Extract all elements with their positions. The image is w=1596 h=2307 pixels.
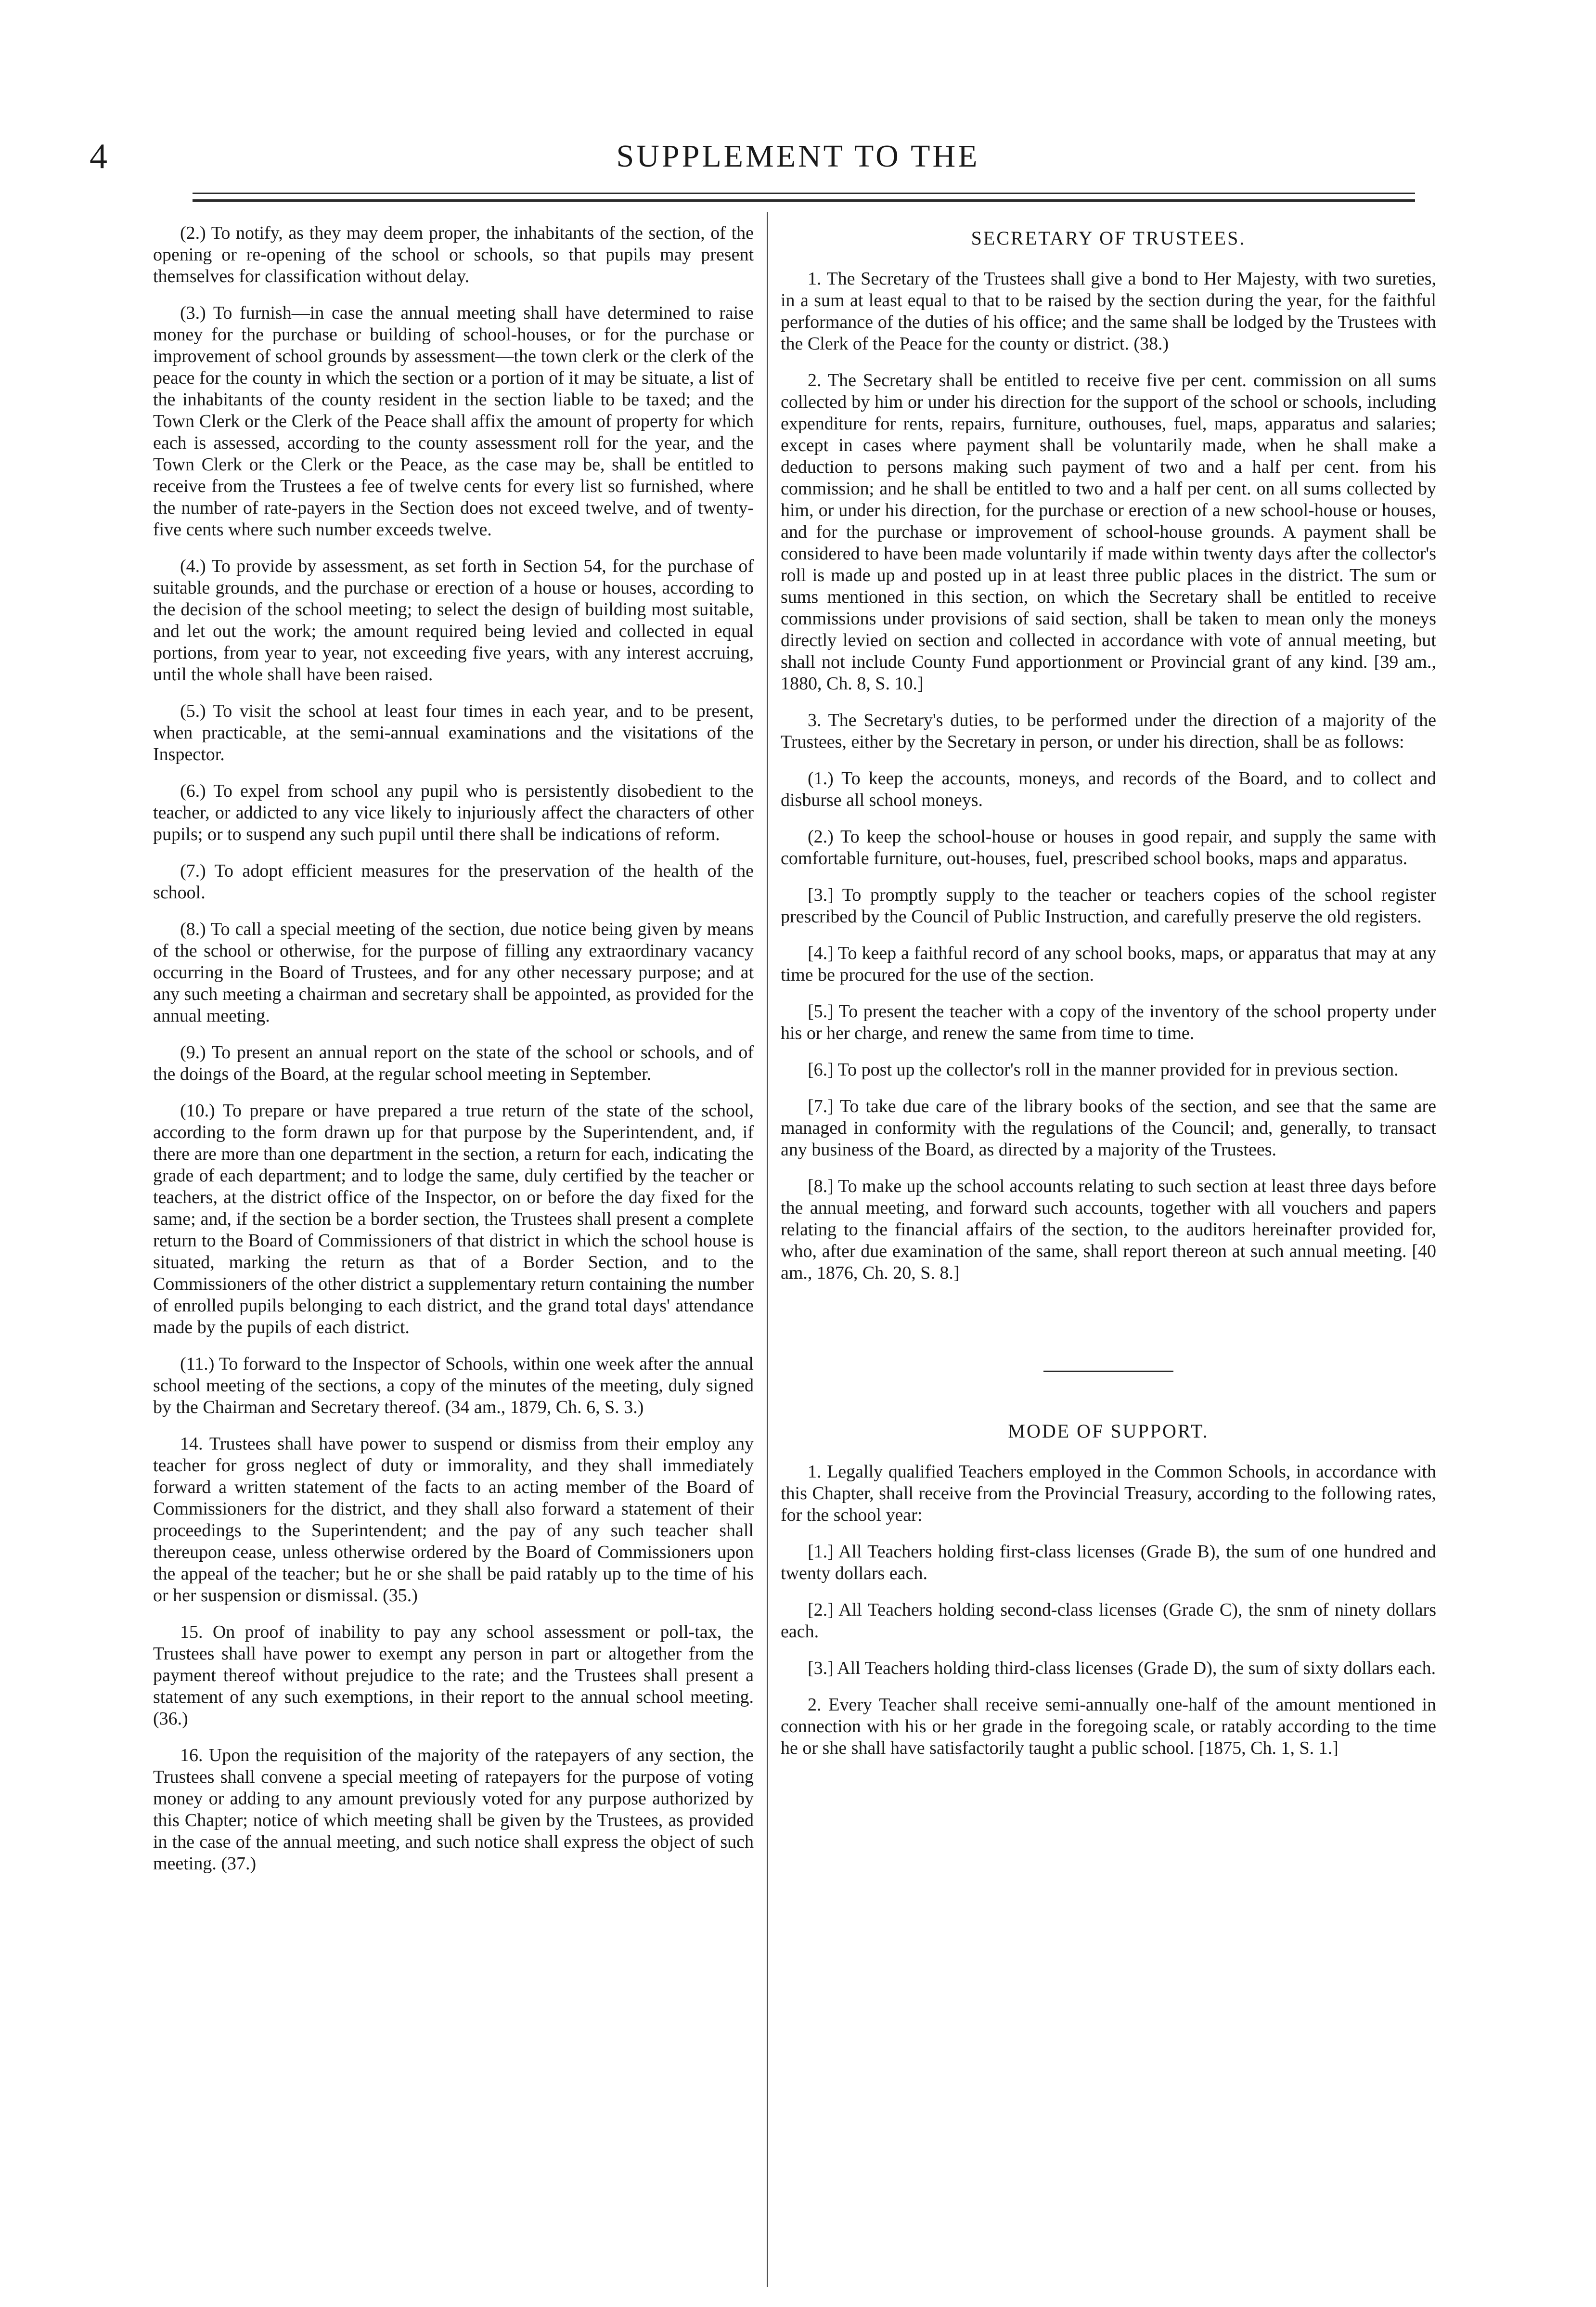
section-separator-rule: [1043, 1371, 1173, 1372]
paragraph-left-10: (10.) To prepare or have prepared a true return of the state of the school, according to the form drawn up for that purpose by the Superintendent, and, if there are more than one department in the section, a return for each, indicating the grade of each department; and to lodge the same, duly certified by the teacher or teachers, at the district office of the Inspector, on or before the day fixed for the same; and, if the section be a border section, the Trustees shall present a complete return to the Board of Commissioners of that district in which the school house is situated, marking the return as that of a Border Section, and to the Commissioners of the other district a supplementary return containing the number of enrolled pupils belonging to each district, and the grand total days' attendance made by the pupils of each district.: [153, 1101, 754, 1337]
paragraph-left-9: (9.) To present an annual report on the state of the school or schools, and of the doings of the Board, at the regular school meeting in September.: [153, 1042, 754, 1084]
paragraph-duty-6: [6.] To post up the collector's roll in the manner provided for in previous section.: [808, 1060, 1399, 1080]
mode-of-support-heading: MODE OF SUPPORT.: [1008, 1420, 1209, 1442]
paragraph-duty-5: [5.] To present the teacher with a copy of the inventory of the school property under his or her charge, and renew the same from time to time.: [781, 1001, 1436, 1043]
paragraph-secretary-1: 1. The Secretary of the Trustees shall give a bond to Her Majesty, with two sureties, in a sum at least equal to that to be raised by the section during the year, for the faithful performance of the duties of his office; and the same shall be lodged by the Trustees with the Clerk of the Peace for the county or district. (38.): [781, 269, 1436, 354]
paragraph-duty-1: (1.) To keep the accounts, moneys, and records of the Board, and to collect and disburse all school moneys.: [781, 768, 1436, 810]
paragraph-duty-2: (2.) To keep the school-house or houses in good repair, and supply the same with comfortable furniture, out-houses, fuel, prescribed school books, maps and apparatus.: [781, 827, 1436, 868]
right-column: [781, 222, 1436, 2283]
paragraph-duty-7: [7.] To take due care of the library books of the section, and see that the same are managed in conformity with the regulations of the Council; and, generally, to transact any business of the Board, as directed by a majority of the Trustees.: [781, 1096, 1436, 1160]
paragraph-duty-3: [3.] To promptly supply to the teacher or teachers copies of the school register prescribed by the Council of Public Instruction, and carefully preserve the old registers.: [781, 885, 1436, 927]
paragraph-left-4: (4.) To provide by assessment, as set forth in Section 54, for the purchase of suitable grounds, and the purchase or erection of a house or houses, according to the decision of the school meeting; to select the design of building most suitable, and let out the work; the amount required being levied and collected in equal portions, from year to year, not exceeding five years, with any interest accruing, until the whole shall have been raised.: [153, 556, 754, 685]
paragraph-rate-3: [3.] All Teachers holding third-class licenses (Grade D), the sum of sixty dollars each.: [808, 1658, 1436, 1678]
header-rule-thin: [193, 193, 1415, 194]
paragraph-secretary-3: 3. The Secretary's duties, to be performed under the direction of a majority of the Trustees, either by the Secretary in person, or under his direction, shall be as follows:: [781, 710, 1436, 752]
header-rule-thick: [193, 199, 1415, 202]
paragraph-left-2: (2.) To notify, as they may deem proper, the inhabitants of the section, of the opening or re-opening of the school or schools, so that pupils may present themselves for classification without delay.: [153, 223, 754, 286]
paragraph-left-5: (5.) To visit the school at least four times in each year, and to be present, when practicable, at the semi-annual examinations and the visitations of the Inspector.: [153, 701, 754, 765]
paragraph-duty-8: [8.] To make up the school accounts relating to such section at least three days before the annual meeting, and forward such accounts, together with all vouchers and papers relating to the financial affairs of the section, to the auditors hereinafter provided for, who, after due examination of the same, shall report thereon at such annual meeting. [40 am., 1876, Ch. 20, S. 8.]: [781, 1176, 1436, 1283]
running-head: SUPPLEMENT TO THE: [616, 139, 980, 174]
paragraph-secretary-2: 2. The Secretary shall be entitled to receive five per cent. commission on all sums collected by him or under his direction for the support of the school or schools, including expenditure for rents, repairs, furniture, outhouses, fuel, maps, apparatus and salaries; except in cases where payment shall be voluntarily made, when he shall make a deduction to persons making such payment of two and a half per cent. from his commission; and he shall be entitled to two and a half per cent. on all sums collected by him, or under his direction, for the purchase or erection of a new school-house or houses, and for the purchase or improvement of school-house grounds. A payment shall be considered to have been made voluntarily if made within twenty days after the collector's roll is made up and posted up in at least three public places in the district. The sum or sums mentioned in this section, on which the Secretary shall be entitled to receive commissions under provisions of said section, shall be taken to mean only the moneys directly levied on section and collected in accordance with vote of annual meeting, but shall not include County Fund apportionment or Provincial grant of any kind. [39 am., 1880, Ch. 8, S. 10.]: [781, 370, 1436, 694]
paragraph-left-6: (6.) To expel from school any pupil who is persistently disobedient to the teacher, or addicted to any vice likely to injuriously affect the characters of other pupils; or to suspend any such pupil until there shall be indications of reform.: [153, 781, 754, 844]
paragraph-left-8: (8.) To call a special meeting of the section, due notice being given by means of the school or otherwise, for the purpose of filling any extraordinary vacancy occurring in the Board of Trustees, and for any other necessary purpose; and at any such meeting a chairman and secretary shall be appointed, as provided for the annual meeting.: [153, 919, 754, 1026]
paragraph-left-11: (11.) To forward to the Inspector of Schools, within one week after the annual school meeting of the sections, a copy of the minutes of the meeting, duly signed by the Chairman and Secretary thereof. (34 am., 1879, Ch. 6, S. 3.): [153, 1354, 754, 1417]
secretary-heading: SECRETARY OF TRUSTEES.: [971, 227, 1246, 249]
paragraph-support-1: 1. Legally qualified Teachers employed in the Common Schools, in accordance with this Chapter, shall receive from the Provincial Treasury, according to the following rates, for the school year:: [781, 1462, 1436, 1525]
paragraph-section-14: 14. Trustees shall have power to suspend or dismiss from their employ any teacher for gross neglect of duty or immorality, and they shall immediately forward a written statement of the facts to an acting member of the Board of Commissioners for the district, and they shall also forward a statement of their proceedings to the Superintendent; and the pay of any such teacher shall thereupon cease, unless otherwise ordered by the Board of Commissioners upon the appeal of the teacher; but he or she shall be paid ratably up to the time of his or her suspension or dismissal. (35.): [153, 1434, 754, 1606]
paragraph-section-15: 15. On proof of inability to pay any school assessment or poll-tax, the Trustees shall have power to exempt any person in part or altogether from the payment thereof without prejudice to the rate; and the Trustees shall present a statement of any such exemptions, in their report to the annual school meeting. (36.): [153, 1622, 754, 1729]
paragraph-left-3: (3.) To furnish—in case the annual meeting shall have determined to raise money for the purchase or building of school-houses, or for the purchase or improvement of school grounds by assessment—the town clerk or the clerk of the peace for the county in which the section or a portion of it may be situate, a list of the inhabitants of the county resident in the section liable to be taxed; and the Town Clerk or the Clerk of the Peace shall affix the amount of property for which each is assessed, according to the county assessment roll for the year, and the Town Clerk or the Clerk or the Peace, as the case may be, shall be entitled to receive from the Trustees a fee of twelve cents for every list so furnished, where the number of rate-payers in the Section does not exceed twelve, and of twenty-five cents where such number exceeds twelve.: [153, 303, 754, 540]
paragraph-left-7: (7.) To adopt efficient measures for the preservation of the health of the school.: [153, 861, 754, 903]
paragraph-rate-2: [2.] All Teachers holding second-class licenses (Grade C), the snm of ninety dollars each.: [781, 1600, 1436, 1642]
page-number: 4: [90, 137, 107, 176]
left-column: [153, 222, 754, 2283]
column-divider: [767, 212, 768, 2287]
paragraph-rate-1: [1.] All Teachers holding first-class licenses (Grade B), the sum of one hundred and twenty dollars each.: [781, 1542, 1436, 1583]
paragraph-support-2: 2. Every Teacher shall receive semi-annually one-half of the amount mentioned in connection with his or her grade in the foregoing scale, or ratably according to the time he or she shall have satisfactorily taught a public school. [1875, Ch. 1, S. 1.]: [781, 1695, 1436, 1758]
page-header: [0, 130, 1596, 183]
paragraph-duty-4: [4.] To keep a faithful record of any school books, maps, or apparatus that may at any time be procured for the use of the section.: [781, 943, 1436, 985]
paragraph-section-16: 16. Upon the requisition of the majority of the ratepayers of any section, the Trustees shall convene a special meeting of ratepayers for the purpose of voting money or adding to any amount previously voted for any purpose authorized by this Chapter; notice of which meeting shall be given by the Trustees, as provided in the case of the annual meeting, and such notice shall express the object of such meeting. (37.): [153, 1745, 754, 1874]
